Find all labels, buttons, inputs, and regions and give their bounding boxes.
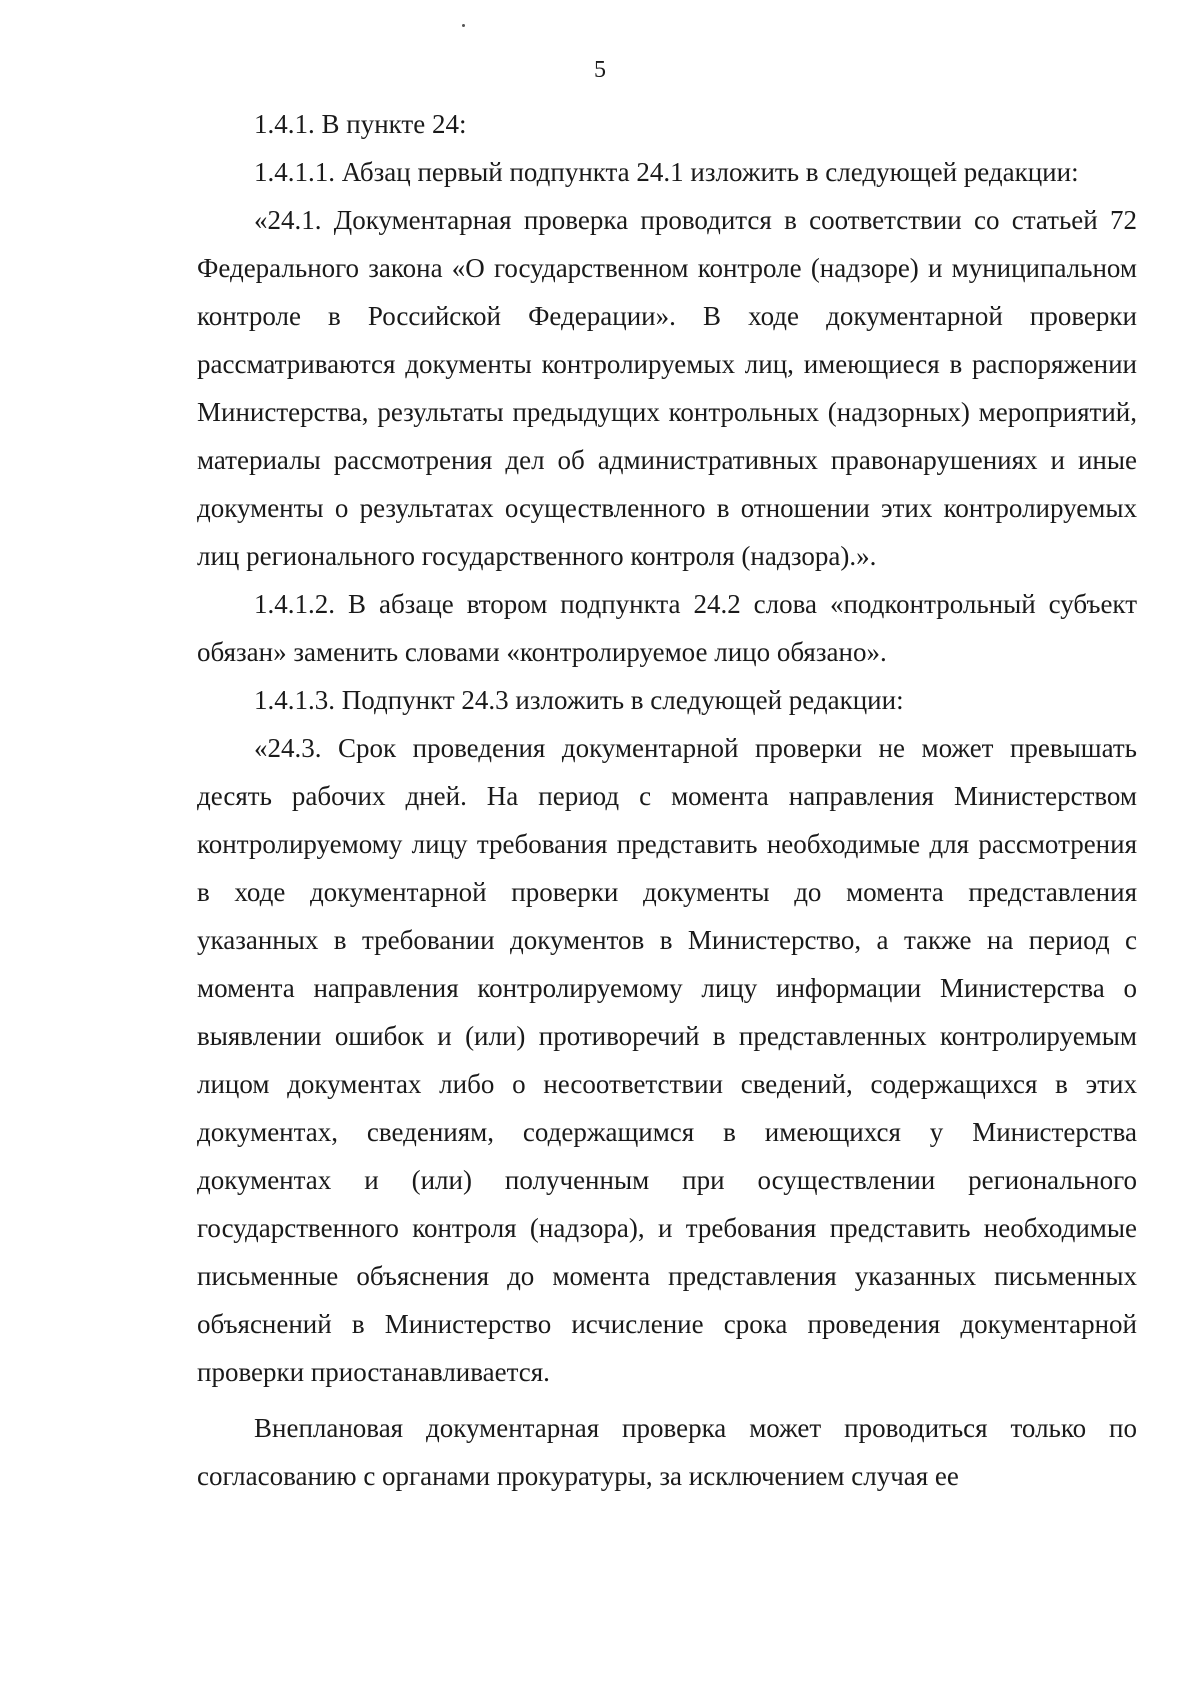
- scan-speck: [462, 24, 465, 27]
- page-number: 5: [594, 57, 606, 83]
- paragraph-amendment-24-1-intro: 1.4.1.1. Абзац первый подпункта 24.1 изложить в следующей редакции:: [254, 157, 1079, 187]
- paragraph-section-heading: 1.4.1. В пункте 24:: [254, 109, 467, 139]
- paragraph-unscheduled-check: Внеплановая документарная проверка может проводиться только по согласованию с органами прокуратуры, за исключением случая ее: [197, 1413, 1137, 1491]
- paragraph-amendment-24-3-text: «24.3. Срок проведения документарной проверки не может превышать десять рабочих дней. На период с момента направления Министерством контролируемому лицу требования представить необходимые для рассмотрения в ходе документарной проверки документы до момента представления указанных в требовании документов в Министерство, а также на период с момента направления контролируемому лицу информации Министерства о выявлении ошибок и (или) противоречий в представленных контролируемым лицом документах либо о несоответствии сведений, содержащихся в этих документах, сведениям, содержащимся в имеющихся у Министерства документах и (или) полученным при осуществлении регионального государственного контроля (надзора), и требования представить необходимые письменные объяснения до момента представления указанных письменных объяснений в Министерство исчисление срока проведения документарной проверки приостанавливается.: [197, 733, 1137, 1387]
- paragraph-amendment-24-1-text: «24.1. Документарная проверка проводится в соответствии со статьей 72 Федерального закона «О государственном контроле (надзоре) и муниципальном контроле в Российской Федерации». В ходе документарной проверки рассматриваются документы контролируемых лиц, имеющиеся в распоряжении Министерства, результаты предыдущих контрольных (надзорных) мероприятий, материалы рассмотрения дел об административных правонарушениях и иные документы о результатах осуществленного в отношении этих контролируемых лиц регионального государственного контроля (надзора).».: [197, 205, 1137, 571]
- paragraph-amendment-24-2: 1.4.1.2. В абзаце втором подпункта 24.2 слова «подконтрольный субъект обязан» заменить словами «контролируемое лицо обязано».: [197, 589, 1137, 667]
- paragraph-amendment-24-3-intro: 1.4.1.3. Подпункт 24.3 изложить в следующей редакции:: [254, 685, 904, 715]
- document-body: [197, 100, 1137, 1500]
